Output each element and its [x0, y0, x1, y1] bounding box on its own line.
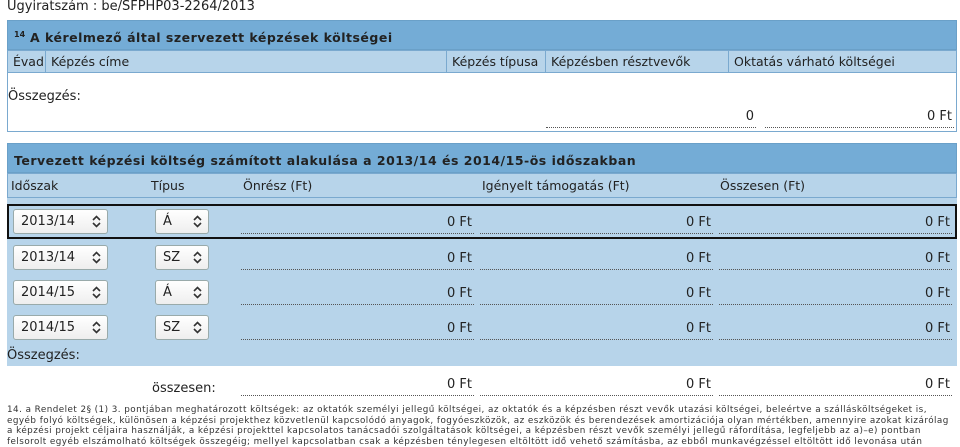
- footnote: 14. a Rendelet 2§ (1) 3. pontjában meghatározott költségek: az oktatók személyi jellegű költségei, az oktatók és a képzésben részt vevők utazási költségei, beleértve a szállásköltségeket is, egyéb folyó költségek, különösen a képzési projekthez közvetlenül kapcsolódó anyagok, fogyóeszközök, az eszközök és berendezések amortizációja olyan mértékben, amennyire azokat kizárólag a képzési projekt céljaira használják, a képzési projekttel kapcsolatos tanácsadói szolgáltatások költségei, a képzésben részt vevők személyi jellegű ráfordítása, legfeljebb az a)–e) pontban felsorolt egyéb elszámolható költségek összegéig; mellyel kapcsolatban csak a képzésben ténylegesen eltöltött idő vehető számításba, az ebből munkavégzéssel eltöltött idő levonása után: [7, 405, 949, 447]
- requested-amount: 0 Ft: [480, 248, 713, 270]
- up-down-arrows-icon: [92, 286, 101, 299]
- period-select-value: 2014/15: [21, 320, 76, 335]
- section1-title-text: A kérelmező által szervezett képzések költségei: [30, 30, 393, 45]
- up-down-arrows-icon: [92, 251, 101, 264]
- col-evad: Évad: [13, 54, 44, 69]
- section2-title: Tervezett képzési költség számított alakulása a 2013/14 és 2014/15-ös időszakban: [7, 143, 957, 173]
- up-down-arrows-icon: [193, 215, 202, 228]
- type-select[interactable]: [155, 209, 209, 234]
- table-row: [7, 276, 957, 311]
- own-amount: 0 Ft: [241, 212, 474, 234]
- period-select[interactable]: [13, 209, 108, 234]
- own-amount: 0 Ft: [241, 283, 474, 305]
- period-select-value: 2013/14: [21, 214, 76, 229]
- type-select[interactable]: [155, 315, 209, 340]
- up-down-arrows-icon: [193, 286, 202, 299]
- type-select-value: Á: [163, 214, 172, 229]
- period-select-value: 2013/14: [21, 250, 76, 265]
- period-select[interactable]: [13, 315, 108, 340]
- own-amount: 0 Ft: [241, 248, 474, 270]
- total-amount: 0 Ft: [719, 318, 952, 340]
- total-amount: 0 Ft: [719, 283, 952, 305]
- total-amount: 0 Ft: [719, 248, 952, 270]
- col-kepzes-cime: Képzés címe: [45, 51, 446, 72]
- type-select-value: SZ: [163, 320, 181, 335]
- section2-header: [7, 173, 957, 198]
- summary-total: 0 Ft: [719, 374, 952, 396]
- section1-header: [7, 50, 957, 73]
- section2-summary-label: Összegzés:: [7, 348, 80, 363]
- col-igenyelt-tamogatas: Igényelt támogatás (Ft): [482, 178, 630, 193]
- up-down-arrows-icon: [92, 215, 101, 228]
- requested-amount: 0 Ft: [480, 212, 713, 234]
- section1-summary: [7, 73, 957, 132]
- requested-amount: 0 Ft: [480, 318, 713, 340]
- col-resztvevok-szama: Képzésben résztvevők: [545, 51, 728, 72]
- up-down-arrows-icon: [193, 321, 202, 334]
- up-down-arrows-icon: [193, 251, 202, 264]
- summary-own: 0 Ft: [241, 374, 474, 396]
- type-select-value: Á: [163, 285, 172, 300]
- type-select[interactable]: [155, 245, 209, 270]
- section1-summary-label: Összegzés:: [8, 89, 81, 104]
- col-onresz: Önrész (Ft): [243, 178, 313, 193]
- section1-summary-count: 0: [546, 106, 756, 128]
- period-select-value: 2014/15: [21, 285, 76, 300]
- period-select[interactable]: [13, 245, 108, 270]
- own-amount: 0 Ft: [241, 318, 474, 340]
- footnote-ref: 14: [14, 30, 26, 39]
- col-idoszak: Időszak: [11, 178, 59, 193]
- col-kepzes-tipusa: Képzés típusa: [446, 51, 545, 72]
- section2-body: [7, 198, 957, 404]
- case-id: Ügyiratszám : be/SFPHP03-2264/2013: [7, 0, 255, 14]
- requested-amount: 0 Ft: [480, 283, 713, 305]
- table-row: [7, 241, 957, 276]
- up-down-arrows-icon: [92, 321, 101, 334]
- section1-title: [7, 20, 957, 50]
- period-select[interactable]: [13, 280, 108, 305]
- section2-summary: [7, 366, 957, 404]
- col-varhato-koltseg: Oktatás várható költségei: [728, 51, 956, 72]
- table-row: [7, 204, 957, 239]
- summary-total-label: összesen:: [152, 381, 216, 396]
- type-select-value: SZ: [163, 250, 181, 265]
- total-amount: 0 Ft: [719, 212, 952, 234]
- table-row: [7, 311, 957, 346]
- type-select[interactable]: [155, 280, 209, 305]
- summary-requested: 0 Ft: [480, 374, 713, 396]
- col-tipus: Típus: [151, 178, 185, 193]
- section1-summary-cost: 0 Ft: [765, 106, 954, 128]
- col-osszesen: Összesen (Ft): [720, 178, 806, 193]
